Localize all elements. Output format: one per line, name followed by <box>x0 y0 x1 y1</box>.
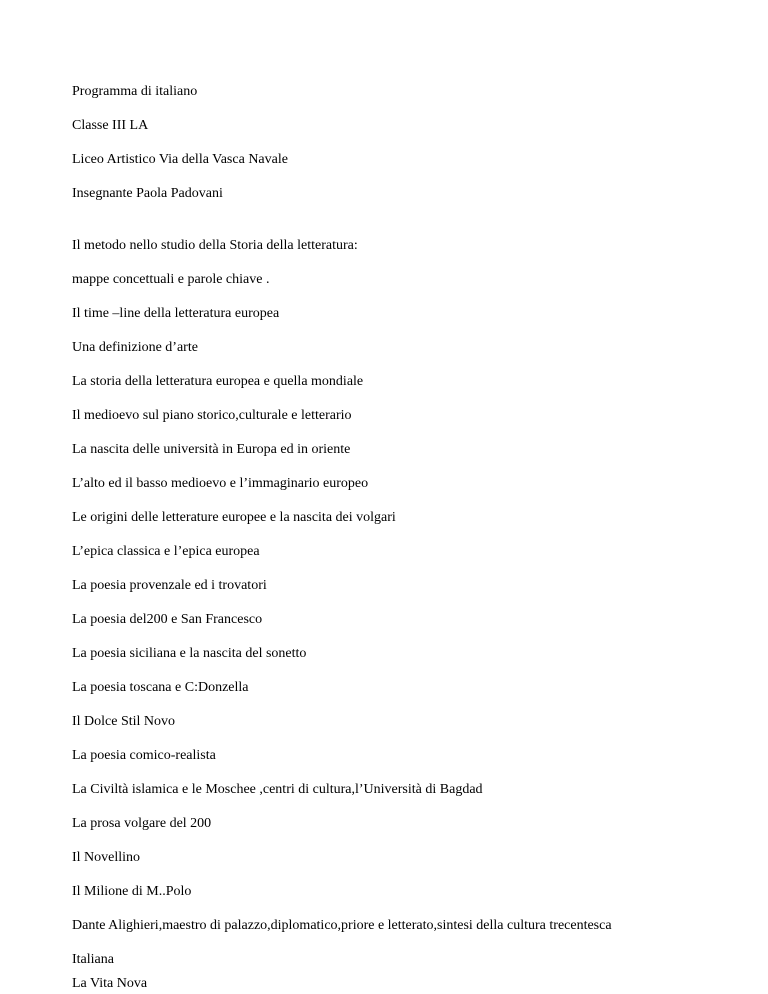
teacher-line: Insegnante Paola Padovani <box>72 186 223 201</box>
school-line: Liceo Artistico Via della Vasca Navale <box>72 152 288 167</box>
topic-line: Italiana <box>72 952 114 967</box>
topic-line: La poesia siciliana e la nascita del sonetto <box>72 646 307 661</box>
topic-line: Una definizione d’arte <box>72 340 198 355</box>
document-title: Programma di italiano <box>72 84 198 99</box>
topic-line: La Vita Nova <box>72 976 148 991</box>
topic-line: La poesia provenzale ed i trovatori <box>72 578 267 593</box>
topic-line: Il Novellino <box>72 850 141 865</box>
topic-line: L’epica classica e l’epica europea <box>72 544 260 559</box>
topic-line: Il time –line della letteratura europea <box>72 306 280 321</box>
class-line: Classe III LA <box>72 118 149 133</box>
topic-line: mappe concettuali e parole chiave . <box>72 272 270 287</box>
topic-line: Il metodo nello studio della Storia della letteratura: <box>72 238 358 253</box>
topic-line: Le origini delle letterature europee e la nascita dei volgari <box>72 510 396 525</box>
topic-line: Il medioevo sul piano storico,culturale e letterario <box>72 408 352 423</box>
topic-line: La nascita delle università in Europa ed in oriente <box>72 442 351 457</box>
topic-line: La poesia comico-realista <box>72 748 216 763</box>
topic-line: Il Dolce Stil Novo <box>72 714 176 729</box>
topic-line: La poesia toscana e C:Donzella <box>72 680 249 695</box>
topic-line: Dante Alighieri,maestro di palazzo,diplomatico,priore e letterato,sintesi della cultura trecentesca <box>72 918 612 933</box>
topic-line: La poesia del200 e San Francesco <box>72 612 263 627</box>
topic-line: Il Milione di M..Polo <box>72 884 192 899</box>
topic-line: L’alto ed il basso medioevo e l’immaginario europeo <box>72 476 369 491</box>
topic-line: La prosa volgare del 200 <box>72 816 212 831</box>
topic-line: La Civiltà islamica e le Moschee ,centri di cultura,l’Università di Bagdad <box>72 782 483 797</box>
topic-line: La storia della letteratura europea e quella mondiale <box>72 374 364 389</box>
